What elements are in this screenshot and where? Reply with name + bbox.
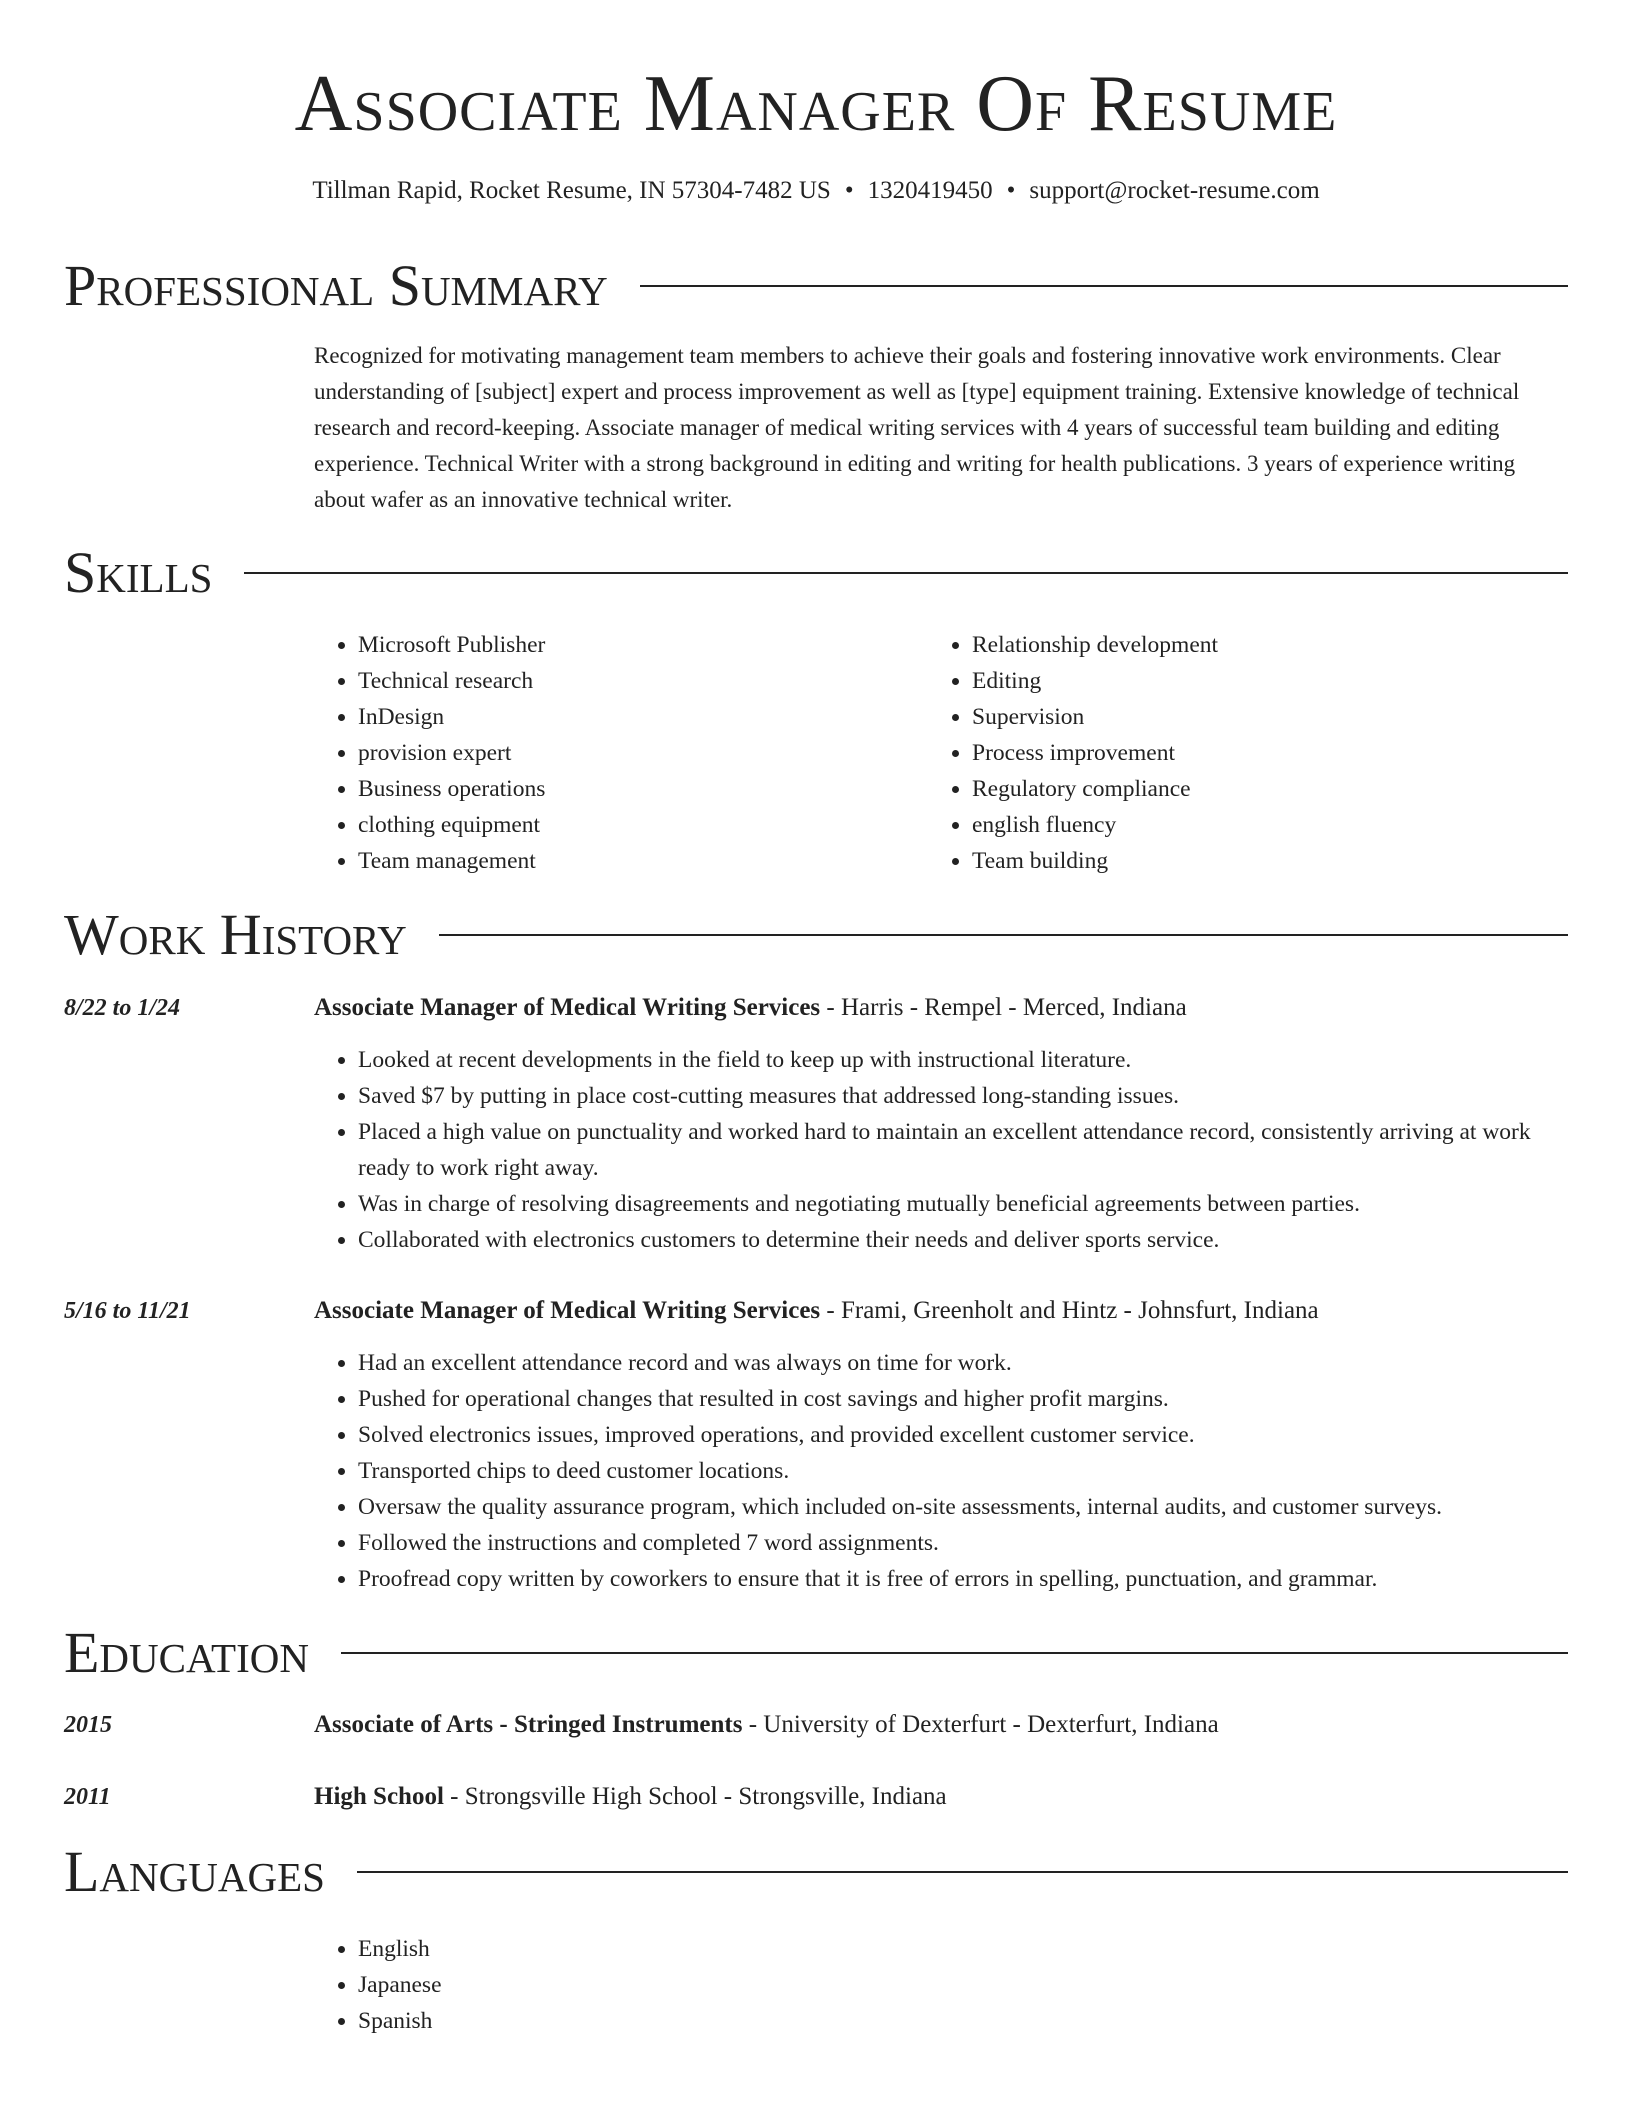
job-bullet: • Proofread copy written by coworkers to ensure that it is free of errors in spelling, punctuation, and grammar.: [358, 1561, 1574, 1597]
section-title-summary: Professional Summary: [64, 253, 608, 318]
skills-column-right: [928, 627, 1488, 879]
job-bullet: • Transported chips to deed customer locations.: [358, 1453, 1574, 1489]
job-dates: 5/16 to 11/21: [64, 1298, 191, 1324]
education-degree: High School: [314, 1783, 444, 1810]
skills-section-header: [64, 541, 1568, 605]
summary-section-header: [64, 254, 1568, 318]
section-title-skills: Skills: [64, 540, 213, 605]
section-title-languages: Languages: [64, 1839, 325, 1904]
job-title: Associate Manager of Medical Writing Services: [314, 1297, 821, 1324]
job-title-line: [314, 990, 1574, 1026]
work-section-header: [64, 903, 1568, 967]
job-bullet: • Placed a high value on punctuality and worked hard to maintain an excellent attendance record, consistently arriving at work ready to work right away.: [358, 1114, 1574, 1186]
job-bullet: • Looked at recent developments in the field to keep up with instructional literature.: [358, 1042, 1574, 1078]
skill-item: • english fluency: [972, 807, 1488, 843]
languages-section-header: [64, 1840, 1568, 1904]
summary-text: Recognized for motivating management team members to achieve their goals and fostering innovative work environments. Clear understanding of [subject] expert and process improvement as well as [type] equipment training. Extensive knowledge of technical research and record-keeping. Associate manager of medical writing services with 4 years of successful team building and editing experience. Technical Writer with a strong background in editing and writing for health publications. 3 years of experience writing about wafer as an innovative technical writer.: [314, 343, 1520, 512]
skill-item: • Supervision: [972, 699, 1488, 735]
section-divider: [341, 1652, 1568, 1654]
language-item: • Japanese: [358, 1967, 914, 2003]
education-school: - Strongsville High School - Strongsville, Indiana: [443, 1783, 947, 1810]
skill-item: • Relationship development: [972, 627, 1488, 663]
section-title-work-history: Work History: [64, 902, 407, 967]
job-company: - Harris - Rempel - Merced, Indiana: [820, 994, 1187, 1021]
skill-item: • Technical research: [358, 663, 874, 699]
section-divider: [244, 572, 1568, 574]
skill-item: • Team building: [972, 843, 1488, 879]
skill-item: • Process improvement: [972, 735, 1488, 771]
skill-item: • Editing: [972, 663, 1488, 699]
contact-email[interactable]: support@rocket-resume.com: [1029, 177, 1320, 204]
job-bullet: • Followed the instructions and completed 7 word assignments.: [358, 1525, 1574, 1561]
contact-separator: •: [1006, 177, 1016, 204]
job-company: - Frami, Greenholt and Hintz - Johnsfurt, Indiana: [820, 1297, 1319, 1324]
language-item: • Spanish: [358, 2003, 914, 2039]
job-bullet: • Was in charge of resolving disagreements and negotiating mutually beneficial agreements between parties.: [358, 1186, 1574, 1222]
job-bullets: [314, 1345, 1574, 1597]
job-bullet: • Collaborated with electronics customers to determine their needs and deliver sports service.: [358, 1222, 1574, 1258]
education-year: 2015: [64, 1712, 112, 1738]
education-line: [314, 1707, 1574, 1743]
job-dates: 8/22 to 1/24: [64, 995, 181, 1021]
education-degree: Associate of Arts - Stringed Instruments: [314, 1711, 743, 1738]
language-item: • English: [358, 1931, 914, 1967]
education-section-header: [64, 1621, 1568, 1685]
education-school: - University of Dexterfurt - Dexterfurt, Indiana: [742, 1711, 1219, 1738]
section-divider: [439, 934, 1568, 936]
contact-address: Tillman Rapid, Rocket Resume, IN 57304-7482 US: [312, 177, 831, 204]
job-title-line: [314, 1293, 1574, 1329]
skills-column-left: [314, 627, 874, 879]
education-line: [314, 1779, 1574, 1815]
section-divider: [640, 285, 1568, 287]
skill-item: • Team management: [358, 843, 874, 879]
skill-item: • InDesign: [358, 699, 874, 735]
job-bullet: • Pushed for operational changes that resulted in cost savings and higher profit margins.: [358, 1381, 1574, 1417]
contact-separator: •: [844, 177, 854, 204]
skill-item: • Business operations: [358, 771, 874, 807]
job-title: Associate Manager of Medical Writing Services: [314, 994, 821, 1021]
education-year: 2011: [64, 1784, 111, 1810]
job-bullet: • Oversaw the quality assurance program, which included on-site assessments, internal audits, and customer surveys.: [358, 1489, 1574, 1525]
contact-phone: 1320419450: [867, 177, 993, 204]
skill-item: • Microsoft Publisher: [358, 627, 874, 663]
skill-item: • Regulatory compliance: [972, 771, 1488, 807]
section-divider: [357, 1871, 1568, 1873]
skill-item: • provision expert: [358, 735, 874, 771]
contact-info: [0, 174, 1632, 208]
resume-name: Associate Manager Of Resume: [294, 60, 1338, 148]
job-bullets: [314, 1042, 1574, 1258]
job-bullet: • Solved electronics issues, improved operations, and provided excellent customer service.: [358, 1417, 1574, 1453]
job-bullet: • Had an excellent attendance record and was always on time for work.: [358, 1345, 1574, 1381]
job-bullet: • Saved $7 by putting in place cost-cutting measures that addressed long-standing issues.: [358, 1078, 1574, 1114]
languages-list: [314, 1931, 914, 2039]
section-title-education: Education: [64, 1620, 309, 1685]
skill-item: • clothing equipment: [358, 807, 874, 843]
